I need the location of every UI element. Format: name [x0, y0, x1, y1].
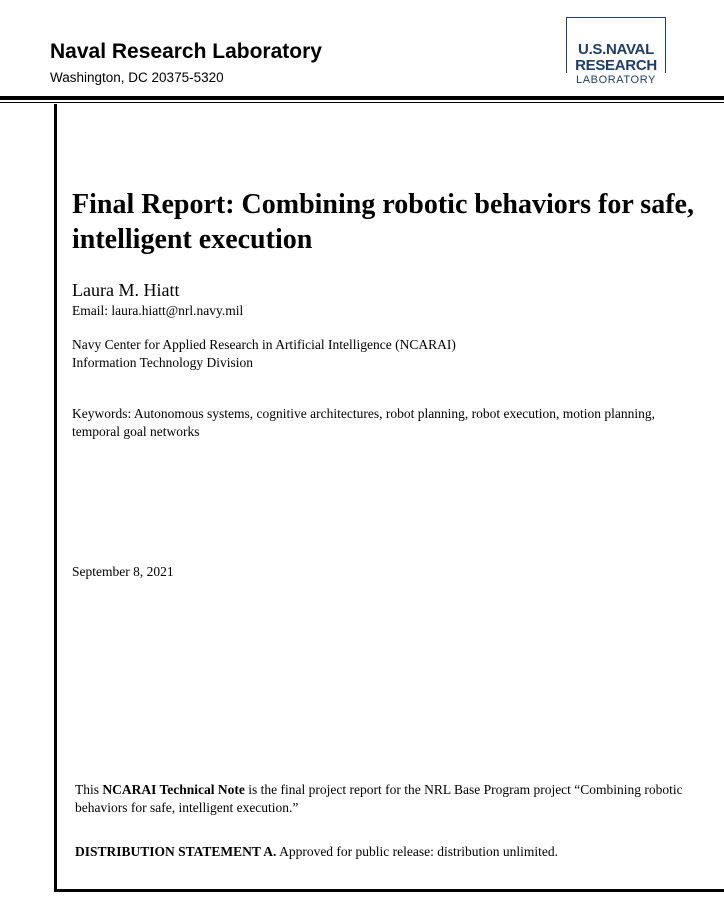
affiliation-center: Navy Center for Applied Research in Artificial Intelligence (NCARAI) — [72, 337, 456, 352]
note-prefix: This — [75, 782, 103, 797]
keywords: Keywords: Autonomous systems, cognitive architectures, robot planning, robot execution, motion planning, temporal goal networks — [72, 406, 656, 439]
logo-text-line2: RESEARCH — [575, 57, 657, 74]
header-divider-thin — [0, 102, 724, 103]
affiliation-division: Information Technology Division — [72, 355, 254, 370]
technical-note-statement — [75, 781, 715, 817]
organization-address: Washington, DC 20375-5320 — [50, 70, 224, 85]
logo-text-line3: LABORATORY — [576, 74, 656, 86]
author-name: Laura M. Hiatt — [72, 280, 180, 300]
distribution-label: DISTRIBUTION STATEMENT A. — [75, 844, 277, 859]
nrl-logo — [566, 17, 666, 87]
report-header — [0, 0, 724, 100]
distribution-text: Approved for public release: distribution unlimited. — [276, 844, 559, 859]
header-divider-thick — [0, 96, 724, 100]
report-title: Final Report: Combining robotic behaviors for safe, intelligent execution — [72, 189, 694, 255]
note-suffix: is the final project report for the NRL Base Program project “Combining robotic behaviors for safe, intelligent execution.” — [75, 782, 683, 815]
organization-name: Naval Research Laboratory — [50, 40, 322, 63]
distribution-statement — [75, 843, 715, 861]
note-bold-label: NCARAI Technical Note — [102, 782, 245, 797]
logo-text-line1: U.S.NAVAL — [578, 41, 654, 58]
author-email: Email: laura.hiatt@nrl.navy.mil — [72, 303, 244, 318]
report-date: September 8, 2021 — [72, 564, 174, 579]
